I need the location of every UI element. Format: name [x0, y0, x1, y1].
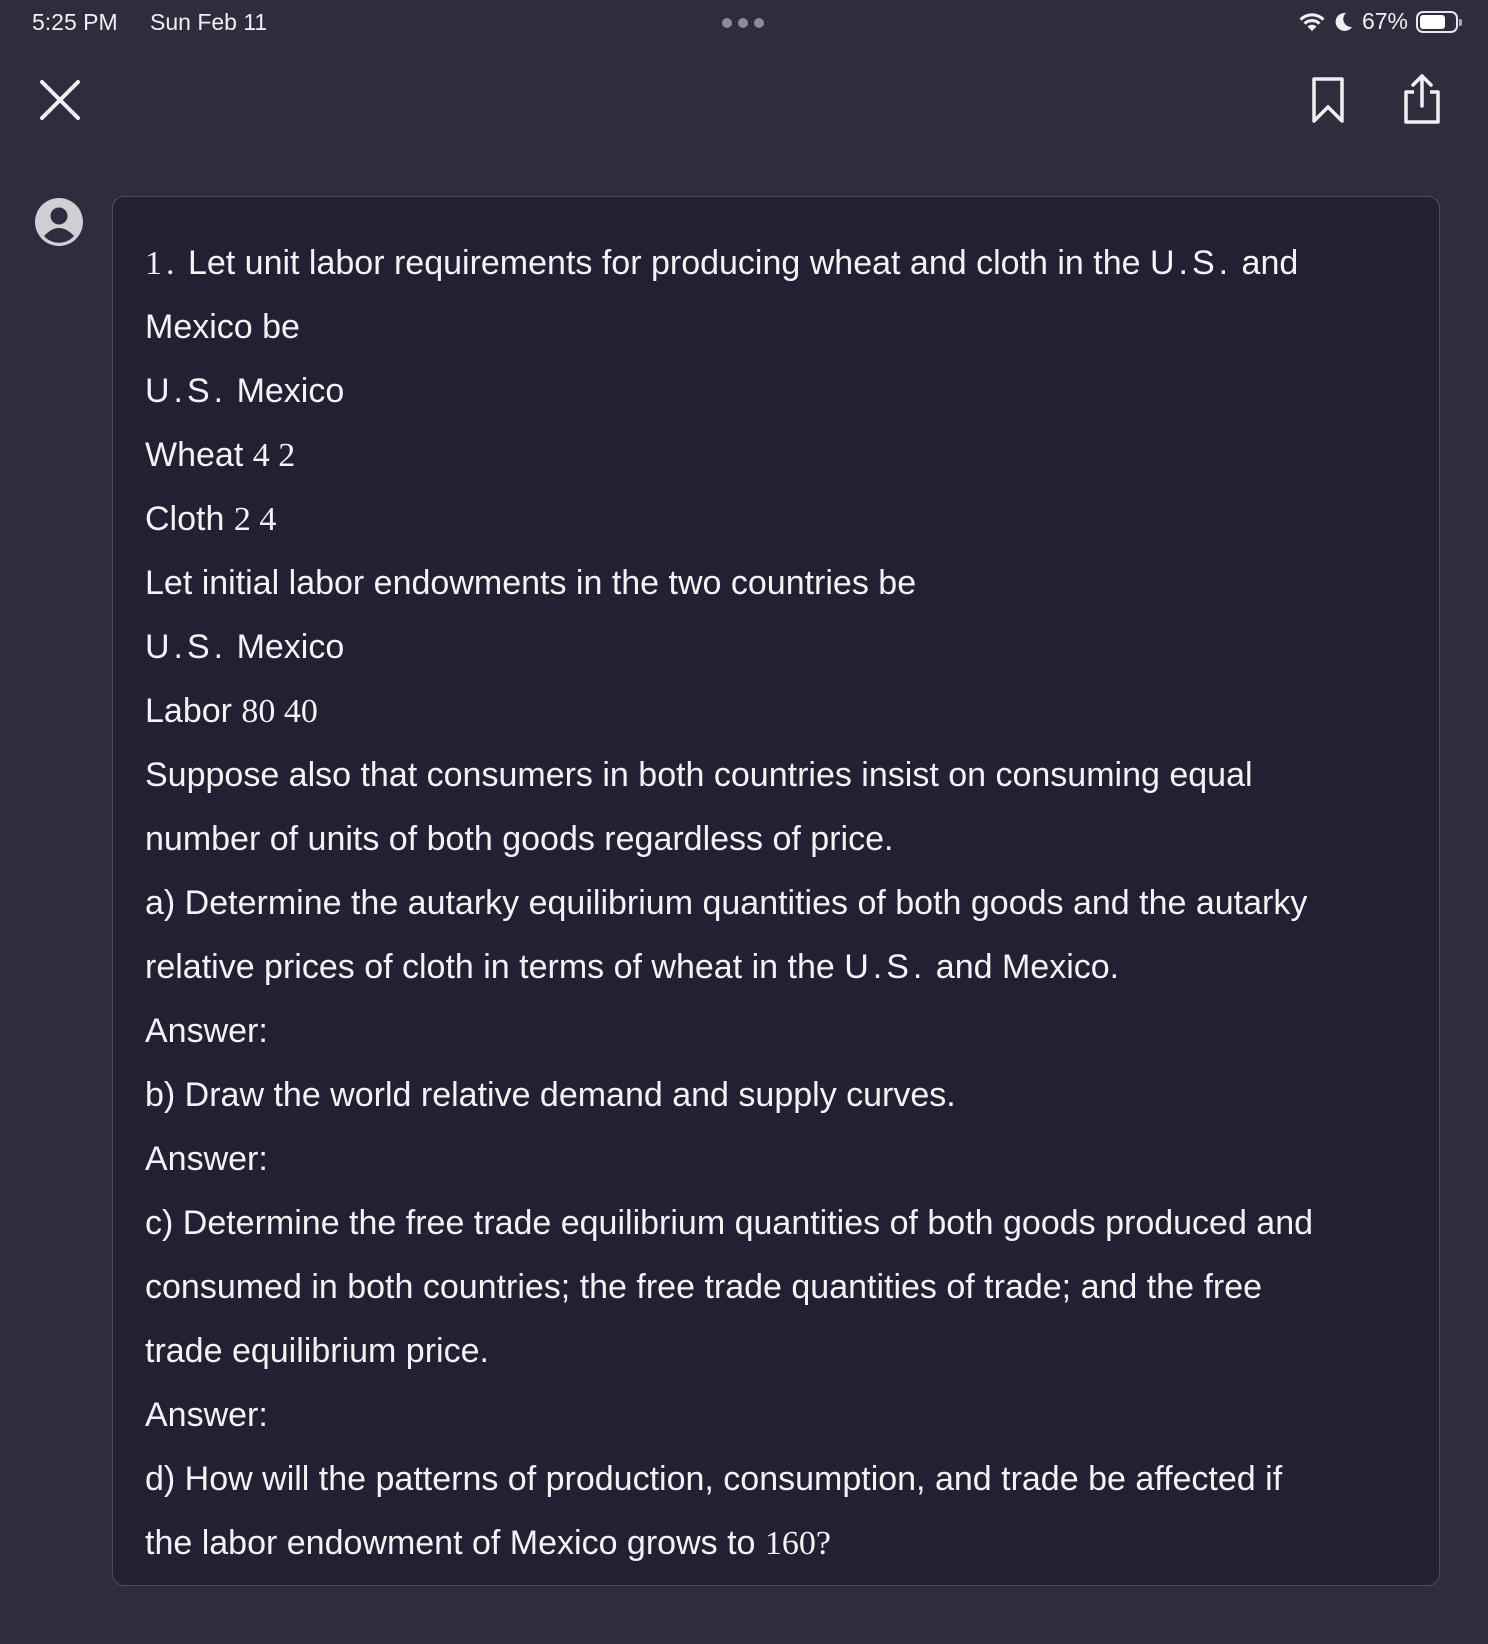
question-line: number of units of both goods regardless of price. — [145, 820, 894, 858]
table-row-labor: Labor 80 40 — [145, 692, 318, 730]
question-line: Suppose also that consumers in both countries insist on consuming equal — [145, 756, 1253, 794]
battery-icon — [1416, 11, 1458, 33]
moon-icon — [1334, 11, 1354, 33]
question-part-b: b) Draw the world relative demand and supply curves. — [145, 1076, 956, 1114]
table-header-line: U.S. Mexico — [145, 628, 345, 666]
question-part-c: consumed in both countries; the free trade quantities of trade; and the free — [145, 1268, 1263, 1306]
status-indicators — [1298, 8, 1458, 35]
question-part-d: the labor endowment of Mexico grows to 160? — [145, 1524, 831, 1562]
answer-label: Answer: — [145, 1396, 268, 1434]
question-part-a: relative prices of cloth in terms of wheat in the U.S. and Mexico. — [145, 948, 1120, 986]
table-row-cloth: Cloth 2 4 — [145, 500, 277, 538]
table-header-line: U.S. Mexico — [145, 372, 345, 410]
answer-label: Answer: — [145, 1012, 268, 1050]
question-part-c: trade equilibrium price. — [145, 1332, 489, 1370]
status-bar — [0, 0, 1488, 48]
bookmark-icon — [1311, 76, 1345, 124]
table-row-wheat: Wheat 4 2 — [145, 436, 296, 474]
question-part-c: c) Determine the free trade equilibrium quantities of both goods produced and — [145, 1204, 1314, 1242]
bookmark-button[interactable] — [1300, 68, 1356, 132]
battery-percentage: 67% — [1361, 8, 1408, 34]
status-time: 5:25 PM — [32, 9, 118, 35]
question-message-card — [112, 196, 1440, 1586]
question-part-d: d) How will the patterns of production, consumption, and trade be affected if — [145, 1460, 1283, 1498]
status-date: Sun Feb 11 — [150, 9, 268, 35]
close-icon — [38, 78, 82, 122]
multitasking-dots-icon[interactable] — [722, 18, 764, 28]
share-button[interactable] — [1394, 66, 1450, 132]
wifi-icon — [1298, 11, 1326, 33]
person-avatar-icon — [35, 198, 83, 246]
question-line: Mexico be — [145, 308, 300, 346]
close-button[interactable] — [30, 70, 90, 130]
question-line: 1. Let unit labor requirements for producing wheat and cloth in the U.S. and — [145, 244, 1299, 282]
question-line: Let initial labor endowments in the two countries be — [145, 564, 917, 602]
answer-label: Answer: — [145, 1140, 268, 1178]
question-part-a: a) Determine the autarky equilibrium quantities of both goods and the autarky — [145, 884, 1308, 922]
share-icon — [1401, 73, 1443, 125]
